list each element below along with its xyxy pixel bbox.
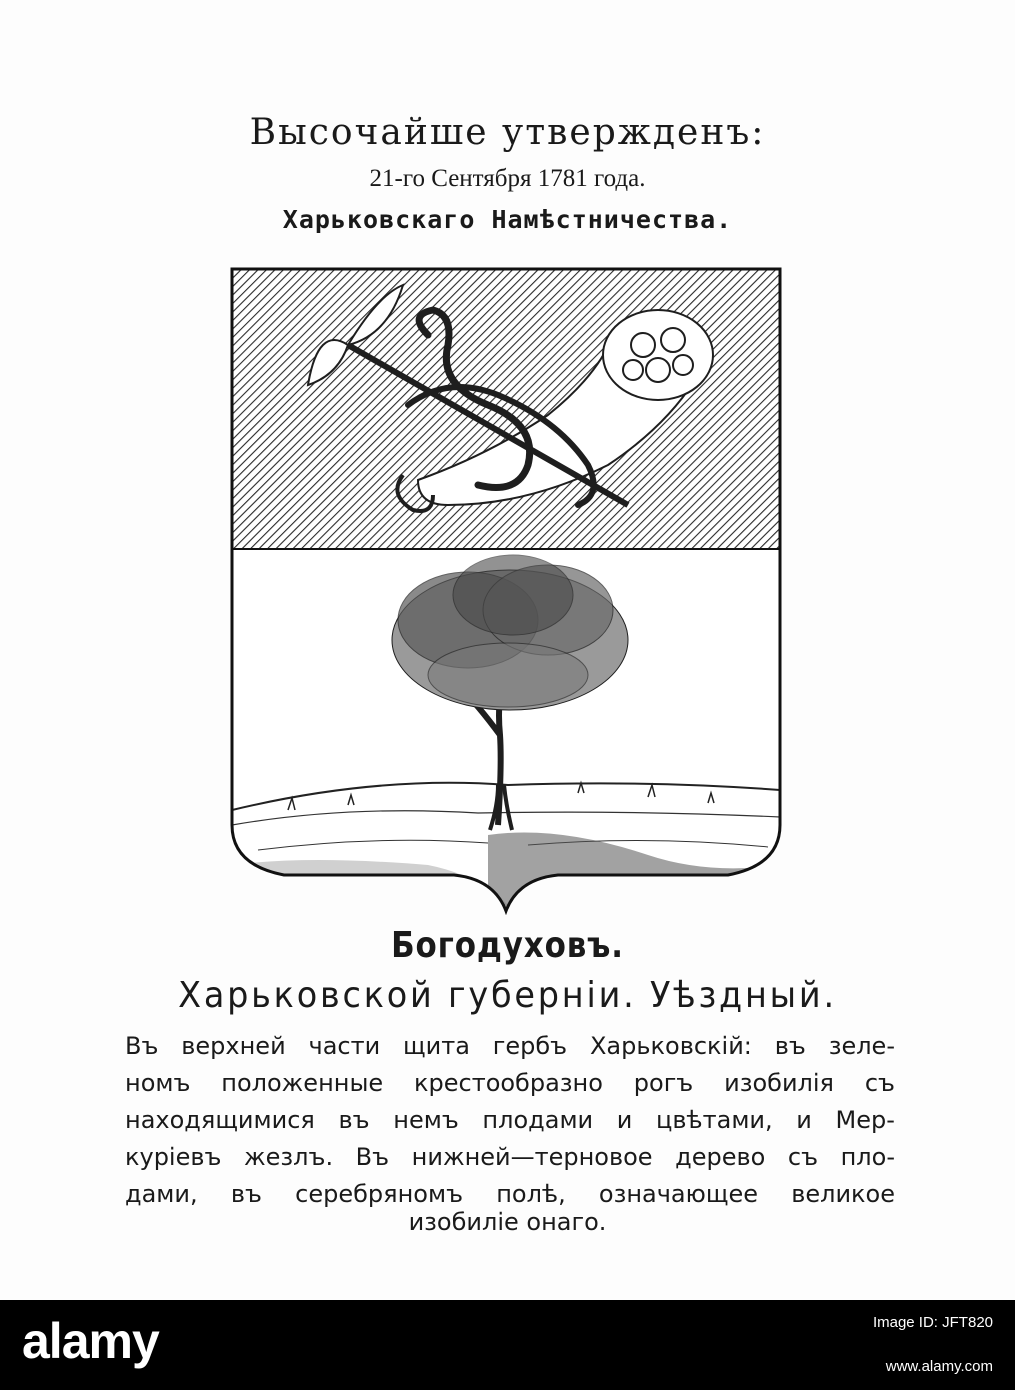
upper-field: [232, 269, 780, 549]
province-subtitle: Харьковской губерніи. Уѣздный.: [178, 975, 837, 1016]
description-line: дами, въ серебряномъ полѣ, означающее великое: [125, 1180, 895, 1208]
watermark-footer: [0, 1300, 1015, 1390]
description-line: номъ положенные крестообразно рогъ изобилія съ: [125, 1069, 895, 1097]
vicegerency-heading: Харьковскаго Намѣстничества.: [282, 205, 733, 234]
description-line: находящимися въ немъ плодами и цвѣтами, и Мер-: [125, 1106, 895, 1134]
city-name: Богодуховъ.: [391, 925, 624, 966]
approval-heading: Высочайше утвержденъ:: [249, 112, 766, 153]
site-url: www.alamy.com: [885, 1358, 993, 1375]
description-line: изобиліе онаго.: [408, 1208, 607, 1236]
image-id-label: Image ID: JFT820: [872, 1314, 993, 1331]
approval-date: 21-го Сентября 1781 года.: [369, 165, 646, 192]
description-line: Въ верхней части щита гербъ Харьковскій: въ зеле-: [125, 1032, 895, 1060]
description-line: куріевъ жезлъ. Въ нижней—терновое дерево съ пло-: [125, 1143, 895, 1171]
coat-of-arms-illustration: [228, 265, 784, 915]
alamy-logo: alamy: [22, 1313, 159, 1369]
